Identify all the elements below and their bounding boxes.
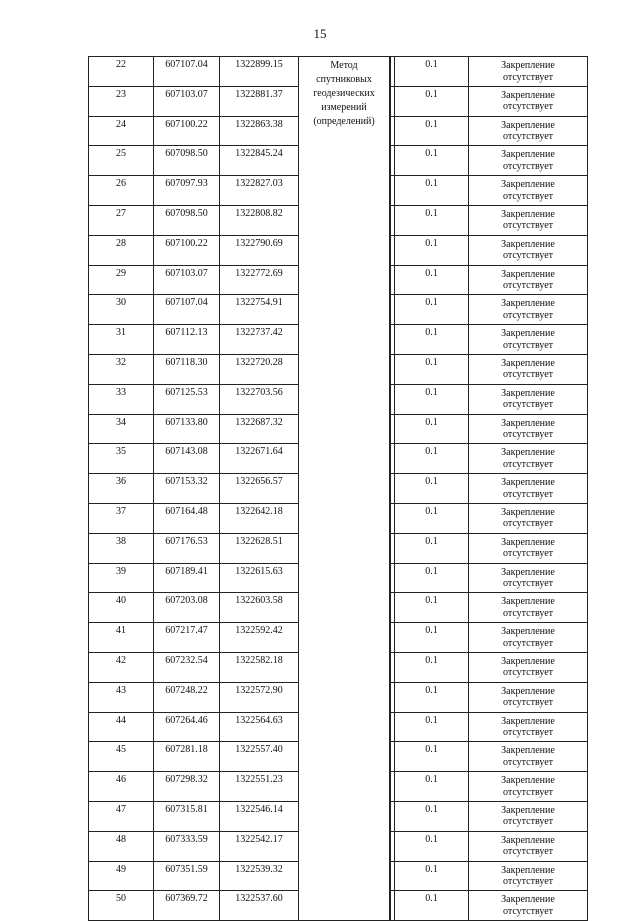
point-number: 40: [89, 593, 154, 623]
accuracy-value: 0.1: [395, 891, 469, 921]
coordinate-y: 1322687.32: [220, 414, 299, 444]
coordinate-y: 1322881.37: [220, 86, 299, 116]
note-line-1: Закрепление: [501, 268, 555, 280]
note-line-2: отсутствует: [502, 339, 554, 351]
coordinate-y: 1322542.17: [220, 831, 299, 861]
accuracy-value: 0.1: [395, 354, 469, 384]
coordinate-x: 607100.22: [154, 235, 220, 265]
fixation-note: [469, 563, 588, 593]
accuracy-value: 0.1: [395, 86, 469, 116]
accuracy-value: 0.1: [395, 563, 469, 593]
coordinate-x: 607098.50: [154, 205, 220, 235]
point-number: 47: [89, 801, 154, 831]
accuracy-value: 0.1: [395, 593, 469, 623]
note-line-2: отсутствует: [502, 280, 554, 292]
accuracy-value: 0.1: [395, 533, 469, 563]
accuracy-value: 0.1: [395, 742, 469, 772]
fixation-note: [469, 623, 588, 653]
point-number: 32: [89, 354, 154, 384]
coordinate-y: 1322537.60: [220, 891, 299, 921]
accuracy-value: 0.1: [395, 801, 469, 831]
accuracy-value: 0.1: [395, 146, 469, 176]
accuracy-value: 0.1: [395, 682, 469, 712]
note-line-1: Закрепление: [501, 894, 555, 906]
fixation-note: [469, 176, 588, 206]
coordinate-x: 607098.50: [154, 146, 220, 176]
fixation-note: [469, 742, 588, 772]
note-line-2: отсутствует: [502, 905, 554, 917]
fixation-note: [469, 533, 588, 563]
coordinate-y: 1322703.56: [220, 384, 299, 414]
accuracy-value: 0.1: [395, 414, 469, 444]
point-number: 37: [89, 503, 154, 533]
note-line-2: отсутствует: [502, 727, 554, 739]
fixation-note: [469, 444, 588, 474]
point-number: 26: [89, 176, 154, 206]
point-number: 23: [89, 86, 154, 116]
accuracy-value: 0.1: [395, 712, 469, 742]
coordinate-y: 1322772.69: [220, 265, 299, 295]
point-number: 25: [89, 146, 154, 176]
point-number: 42: [89, 652, 154, 682]
fixation-note: [469, 801, 588, 831]
note-line-1: Закрепление: [501, 804, 555, 816]
note-line-2: отсутствует: [502, 637, 554, 649]
accuracy-value: 0.1: [395, 57, 469, 87]
note-line-1: Закрепление: [501, 447, 555, 459]
note-line-1: Закрепление: [501, 536, 555, 548]
coordinate-x: 607164.48: [154, 503, 220, 533]
fixation-note: [469, 593, 588, 623]
coordinate-x: 607217.47: [154, 623, 220, 653]
coordinate-y: 1322790.69: [220, 235, 299, 265]
coordinate-x: 607203.08: [154, 593, 220, 623]
note-line-1: Закрепление: [501, 387, 555, 399]
method-cell: [299, 57, 391, 921]
point-number: 31: [89, 325, 154, 355]
accuracy-value: 0.1: [395, 295, 469, 325]
accuracy-value: 0.1: [395, 503, 469, 533]
note-line-2: отсутствует: [502, 816, 554, 828]
method-text-line: геодезических: [313, 88, 375, 99]
page-number: 15: [313, 26, 327, 41]
coordinate-x: 607369.72: [154, 891, 220, 921]
note-line-2: отсутствует: [502, 488, 554, 500]
coordinate-x: 607333.59: [154, 831, 220, 861]
note-line-1: Закрепление: [501, 149, 555, 161]
note-line-1: Закрепление: [501, 685, 555, 697]
table-row: [89, 57, 588, 87]
point-number: 44: [89, 712, 154, 742]
coordinate-y: 1322671.64: [220, 444, 299, 474]
note-line-2: отсутствует: [502, 697, 554, 709]
point-number: 36: [89, 474, 154, 504]
note-line-1: Закрепление: [501, 208, 555, 220]
coordinate-y: 1322572.90: [220, 682, 299, 712]
coordinate-y: 1322656.57: [220, 474, 299, 504]
fixation-note: [469, 57, 588, 87]
point-number: 35: [89, 444, 154, 474]
fixation-note: [469, 295, 588, 325]
note-line-2: отсутствует: [502, 71, 554, 83]
accuracy-value: 0.1: [395, 861, 469, 891]
coordinate-x: 607103.07: [154, 265, 220, 295]
note-line-2: отсутствует: [502, 369, 554, 381]
accuracy-value: 0.1: [395, 235, 469, 265]
fixation-note: [469, 384, 588, 414]
accuracy-value: 0.1: [395, 176, 469, 206]
note-line-2: отсутствует: [502, 101, 554, 113]
coordinate-y: 1322845.24: [220, 146, 299, 176]
note-line-2: отсутствует: [502, 399, 554, 411]
coordinate-x: 607118.30: [154, 354, 220, 384]
point-number: 38: [89, 533, 154, 563]
coordinate-x: 607232.54: [154, 652, 220, 682]
note-line-1: Закрепление: [501, 566, 555, 578]
note-line-1: Закрепление: [501, 715, 555, 727]
note-line-2: отсутствует: [502, 131, 554, 143]
fixation-note: [469, 265, 588, 295]
coordinate-y: 1322564.63: [220, 712, 299, 742]
note-line-1: Закрепление: [501, 834, 555, 846]
accuracy-value: 0.1: [395, 474, 469, 504]
point-number: 24: [89, 116, 154, 146]
coordinates-table: [88, 56, 588, 921]
table-body: [89, 57, 588, 921]
note-line-2: отсутствует: [502, 667, 554, 679]
point-number: 27: [89, 205, 154, 235]
point-number: 28: [89, 235, 154, 265]
note-line-1: Закрепление: [501, 298, 555, 310]
note-line-2: отсутствует: [502, 548, 554, 560]
coordinate-y: 1322808.82: [220, 205, 299, 235]
coordinate-y: 1322863.38: [220, 116, 299, 146]
note-line-1: Закрепление: [501, 89, 555, 101]
accuracy-value: 0.1: [395, 831, 469, 861]
coordinate-y: 1322546.14: [220, 801, 299, 831]
point-number: 41: [89, 623, 154, 653]
coordinate-x: 607153.32: [154, 474, 220, 504]
accuracy-value: 0.1: [395, 652, 469, 682]
note-line-2: отсутствует: [502, 160, 554, 172]
point-number: 48: [89, 831, 154, 861]
fixation-note: [469, 891, 588, 921]
fixation-note: [469, 354, 588, 384]
note-line-1: Закрепление: [501, 775, 555, 787]
coordinate-x: 607351.59: [154, 861, 220, 891]
coordinate-x: 607315.81: [154, 801, 220, 831]
point-number: 30: [89, 295, 154, 325]
note-line-1: Закрепление: [501, 60, 555, 71]
coordinate-y: 1322603.58: [220, 593, 299, 623]
coordinate-y: 1322539.32: [220, 861, 299, 891]
fixation-note: [469, 86, 588, 116]
note-line-1: Закрепление: [501, 119, 555, 131]
note-line-2: отсутствует: [502, 458, 554, 470]
fixation-note: [469, 712, 588, 742]
coordinate-y: 1322615.63: [220, 563, 299, 593]
note-line-2: отсутствует: [502, 846, 554, 858]
coordinate-x: 607100.22: [154, 116, 220, 146]
coordinate-x: 607103.07: [154, 86, 220, 116]
coordinate-x: 607248.22: [154, 682, 220, 712]
coordinate-y: 1322551.23: [220, 772, 299, 802]
note-line-2: отсутствует: [502, 578, 554, 590]
coordinate-x: 607125.53: [154, 384, 220, 414]
note-line-1: Закрепление: [501, 179, 555, 191]
note-line-1: Закрепление: [501, 745, 555, 757]
coordinate-y: 1322899.15: [220, 57, 299, 87]
coordinate-x: 607189.41: [154, 563, 220, 593]
coordinate-x: 607097.93: [154, 176, 220, 206]
coordinate-x: 607112.13: [154, 325, 220, 355]
note-line-2: отсутствует: [502, 190, 554, 202]
note-line-1: Закрепление: [501, 626, 555, 638]
coordinate-x: 607107.04: [154, 295, 220, 325]
note-line-2: отсутствует: [502, 518, 554, 530]
note-line-1: Закрепление: [501, 328, 555, 340]
coordinate-y: 1322827.03: [220, 176, 299, 206]
fixation-note: [469, 414, 588, 444]
fixation-note: [469, 474, 588, 504]
method-text-line: измерений: [321, 102, 367, 113]
fixation-note: [469, 652, 588, 682]
point-number: 29: [89, 265, 154, 295]
coordinate-y: 1322754.91: [220, 295, 299, 325]
note-line-1: Закрепление: [501, 357, 555, 369]
coordinate-y: 1322582.18: [220, 652, 299, 682]
accuracy-value: 0.1: [395, 772, 469, 802]
point-number: 43: [89, 682, 154, 712]
coordinate-x: 607133.80: [154, 414, 220, 444]
note-line-2: отсутствует: [502, 250, 554, 262]
fixation-note: [469, 772, 588, 802]
note-line-2: отсутствует: [502, 876, 554, 888]
coordinate-x: 607281.18: [154, 742, 220, 772]
point-number: 46: [89, 772, 154, 802]
coordinate-y: 1322592.42: [220, 623, 299, 653]
accuracy-value: 0.1: [395, 623, 469, 653]
accuracy-value: 0.1: [395, 205, 469, 235]
fixation-note: [469, 205, 588, 235]
accuracy-value: 0.1: [395, 265, 469, 295]
note-line-2: отсутствует: [502, 309, 554, 321]
accuracy-value: 0.1: [395, 116, 469, 146]
fixation-note: [469, 831, 588, 861]
point-number: 34: [89, 414, 154, 444]
coordinate-x: 607107.04: [154, 57, 220, 87]
fixation-note: [469, 682, 588, 712]
coordinate-x: 607298.32: [154, 772, 220, 802]
method-text-line: Метод: [330, 60, 358, 71]
note-line-1: Закрепление: [501, 596, 555, 608]
note-line-1: Закрепление: [501, 238, 555, 250]
point-number: 39: [89, 563, 154, 593]
coordinate-y: 1322557.40: [220, 742, 299, 772]
note-line-2: отсутствует: [502, 756, 554, 768]
point-number: 49: [89, 861, 154, 891]
coordinate-y: 1322720.28: [220, 354, 299, 384]
note-line-2: отсутствует: [502, 220, 554, 232]
fixation-note: [469, 116, 588, 146]
accuracy-value: 0.1: [395, 384, 469, 414]
method-text-line: спутниковых: [316, 74, 372, 85]
coordinate-y: 1322628.51: [220, 533, 299, 563]
coordinate-y: 1322642.18: [220, 503, 299, 533]
fixation-note: [469, 235, 588, 265]
note-line-1: Закрепление: [501, 506, 555, 518]
fixation-note: [469, 146, 588, 176]
method-text-line: (определений): [313, 116, 375, 127]
point-number: 33: [89, 384, 154, 414]
coordinate-y: 1322737.42: [220, 325, 299, 355]
point-number: 22: [89, 57, 154, 87]
accuracy-value: 0.1: [395, 444, 469, 474]
fixation-note: [469, 503, 588, 533]
note-line-1: Закрепление: [501, 864, 555, 876]
fixation-note: [469, 325, 588, 355]
note-line-1: Закрепление: [501, 477, 555, 489]
coordinate-x: 607143.08: [154, 444, 220, 474]
point-number: 50: [89, 891, 154, 921]
note-line-2: отсутствует: [502, 786, 554, 798]
coordinate-x: 607264.46: [154, 712, 220, 742]
coordinate-x: 607176.53: [154, 533, 220, 563]
note-line-2: отсутствует: [502, 429, 554, 441]
accuracy-value: 0.1: [395, 325, 469, 355]
note-line-1: Закрепление: [501, 417, 555, 429]
fixation-note: [469, 861, 588, 891]
point-number: 45: [89, 742, 154, 772]
note-line-1: Закрепление: [501, 655, 555, 667]
note-line-2: отсутствует: [502, 607, 554, 619]
